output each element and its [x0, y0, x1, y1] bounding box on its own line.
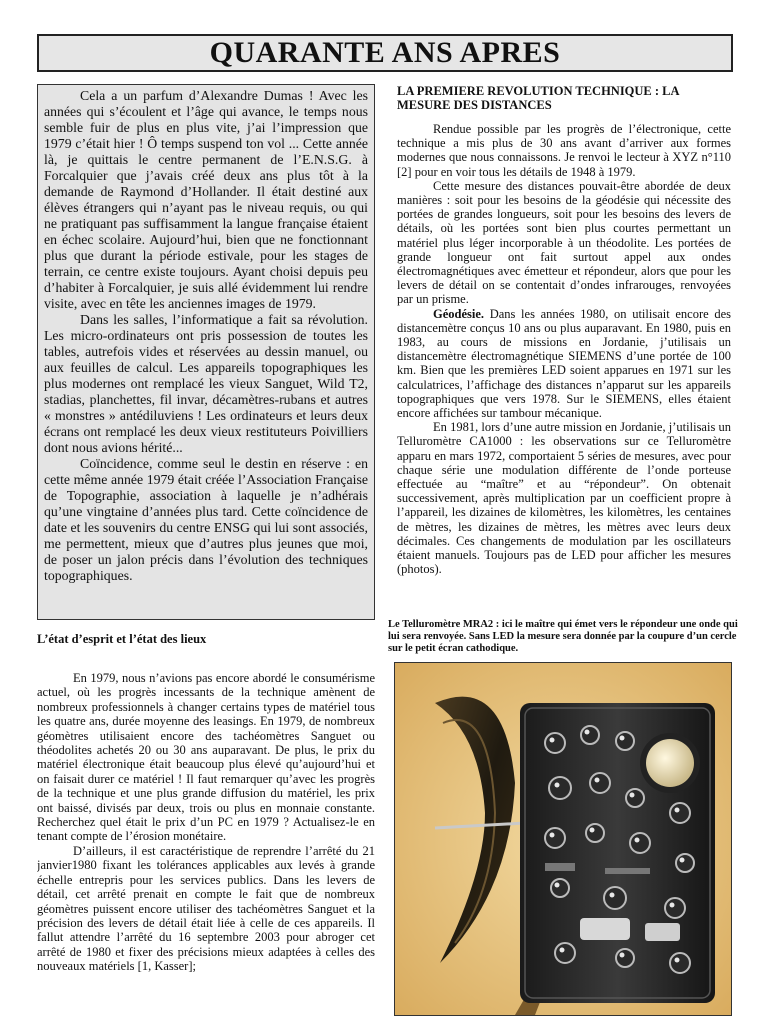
section-heading-revolution: LA PREMIERE REVOLUTION TECHNIQUE : LA MESURE DES DISTANCES — [397, 84, 679, 112]
crt-screen — [646, 739, 694, 787]
intro-paragraph-3: Coïncidence, comme seul le destin en réserve : en cette même année 1979 était créée l’Association Française de Topographie, association à laquelle je n’adhérais qu’une vingtaine d’années plus tard. Cette coïncidence de date et les souvenirs du centre ENSG qui lui sont associés, me permettent, mieux que d’autres plus jeunes que moi, de poser un jalon précis dans l’évolution des techniques topographiques. — [44, 456, 368, 583]
left-paragraph-1: En 1979, nous n’avions pas encore abordé le consumérisme actuel, où les progrès incessants de la technique amènent de nombreux professionnels à changer certains types de matériel tous les quatre ans, durée moyenne des leasings. En 1979, de nombreux géomètres utilisaient encore des tachéomètres Sanguet ou théodolites achetés 20 ou 30 ans auparavant. De plus, le prix du matériel électronique était beaucoup plus élevé qu’aujourd’hui et on faisait durer ce matériel ! Il faut remarquer qu’avec les progrès de la technique et une plus grande diffusion du matériel, les prix ont baissé, divisés par deux, trois ou plus en monnaie constante. Recherchez quel était le prix d’un PC en 1979 ? Actualisez-le en tenant compte de l’érosion monétaire. — [37, 671, 375, 844]
right-paragraph-2: Cette mesure des distances pouvait-être abordée de deux manières : soit pour les besoins de la géodésie qui nécessite des portées de grandes longueurs, soit pour les besoins des levers de détails, où les portées sont bien plus courtes permettant un matériel plus léger incorporable à un théodolite. Les portées de grande longueur ont fait surtout appel aux ondes électromagnétiques avec émetteur et répondeur, alors que pour les levers de détail on se contentait d’ondes infrarouges, renvoyées par un prisme. — [397, 178, 731, 307]
right-paragraph-1: Rendue possible par les progrès de l’électronique, cette technique a mis plus de 30 ans avant d’arriver aux formes modernes que nous connaissons. Je renvoi le lecteur à XYZ n°110 [2] pour en voir tous les détails de 1948 à 1979. — [397, 122, 731, 179]
tellurometer-illustration — [395, 663, 731, 1015]
intro-box — [37, 84, 375, 620]
section-heading-etat: L’état d’esprit et l’état des lieux — [37, 632, 207, 646]
left-section — [37, 632, 375, 1002]
page-title: QUARANTE ANS APRES — [209, 36, 561, 69]
intro-paragraph-1: Cela a un parfum d’Alexandre Dumas ! Avec les années qui s’écoulent et l’âge qui avance, le temps nous semble fuir de plus en plus vite, j’ai l’impression que 1979 c’était hier ! Ô temps suspend ton vol ... Cette année là, je quittais le centre permanent de l’E.N.S.G. à Forcalquier que j’avais créé deux ans plus tôt à la demande de Raymond d’Hollander. Il était destiné aux élèves étrangers qui n’ayant pas le niveau requis, ou qui ne pratiquant pas suffisamment la langue française étaient en échec scolaire. Aujourd’hui, bien que ne fonctionnant plus que durant la période estivale, pour les stages de terrain, ce centre existe toujours. Ayant choisi depuis peu d’habiter à Forcalquier, je suis allé évidemment lui rendre visite, avec en tête les anciennes images de 1979. — [44, 88, 368, 311]
intro-paragraph-2: Dans les salles, l’informatique a fait sa révolution. Les micro-ordinateurs ont pris possession de toutes les tables, autrefois vides et réservées au dessin manuel, ou aux feuilles de calcul. Les appareils topographiques les plus modernes ont remplacé les vieux Sanguet, Wild T2, stadias, planchettes, fil invar, décamètres-rubans et autres « monstres » antédiluviens ! Les ordinateurs et leurs deux écrans ont remplacé les deux vieux restituteurs Poivilliers dont nous avions hérité... — [44, 312, 368, 455]
photo-caption: Le Telluromètre MRA2 : ici le maître qui émet vers le répondeur une onde qui lui sera renvoyée. Sans LED la mesure sera donnée par la coupure d’un cercle sur le petit écran cathodique. — [388, 619, 738, 654]
right-section — [397, 84, 731, 616]
geodesie-lead: Géodésie. — [433, 306, 485, 321]
label-plate — [645, 923, 680, 941]
geodesie-text: Dans les années 1980, on utilisait encore des distancemètre conçus 10 ans ou plus auparavant. En 1980, puis en 1983, au cours de missions en Jordanie, j’utilisais un distancemètre électromagnétique SIEMENS d’une portée de 100 km. Bien que les premières LED soient apparues en 1971 sur les calculatrices, l’affichage des distances n’apparut sur les appareils topographiques que vers 1978. Sur le SIEMENS, elles étaient encore affichées sur tambour mécanique. — [397, 306, 731, 421]
right-paragraph-4: En 1981, lors d’une autre mission en Jordanie, j’utilisais un Telluromètre CA1000 : les observations sur ce Telluromètre apparu en mars 1972, comportaient 5 séries de mesures, avec pour chaque série une modulation différente de l’onde porteuse effectuée au “maître” et au “répondeur”. On obtenait successivement, après multiplication par un coefficient propre à l’appareil, les dizaines de kilomètres, les kilomètres, les centaines de mètres, les dizaines de mètres, les mètres avec leurs deux décimales. Ces changements de modulation par les oscillateurs étaient manuels. Toujours pas de LED pour afficher les mesures (photos). — [397, 420, 731, 577]
meter-plate — [580, 918, 630, 940]
left-paragraph-2: D’ailleurs, il est caractéristique de reprendre l’arrêté du 21 janvier1980 fixant les tolérances applicables aux levés à grande échelle entrepris pour les services publics. Dans les levers de détail, cet arrêté prenait en compte le fait que de nombreux géomètres puissent encore utiliser des tachéomètres Sanguet et la précision des levers de détail était liée à celle de ces appareils. Il fallut attendre l’arrêté du 16 septembre 2003 pour abroger cet arrêté de 1980 et fixer des précisions mieux adaptées à celles des nouveaux matériels [1, Kasser]; — [37, 843, 375, 974]
right-paragraph-3 — [397, 307, 731, 421]
title-banner — [37, 34, 733, 72]
tellurometer-photo — [394, 662, 732, 1016]
